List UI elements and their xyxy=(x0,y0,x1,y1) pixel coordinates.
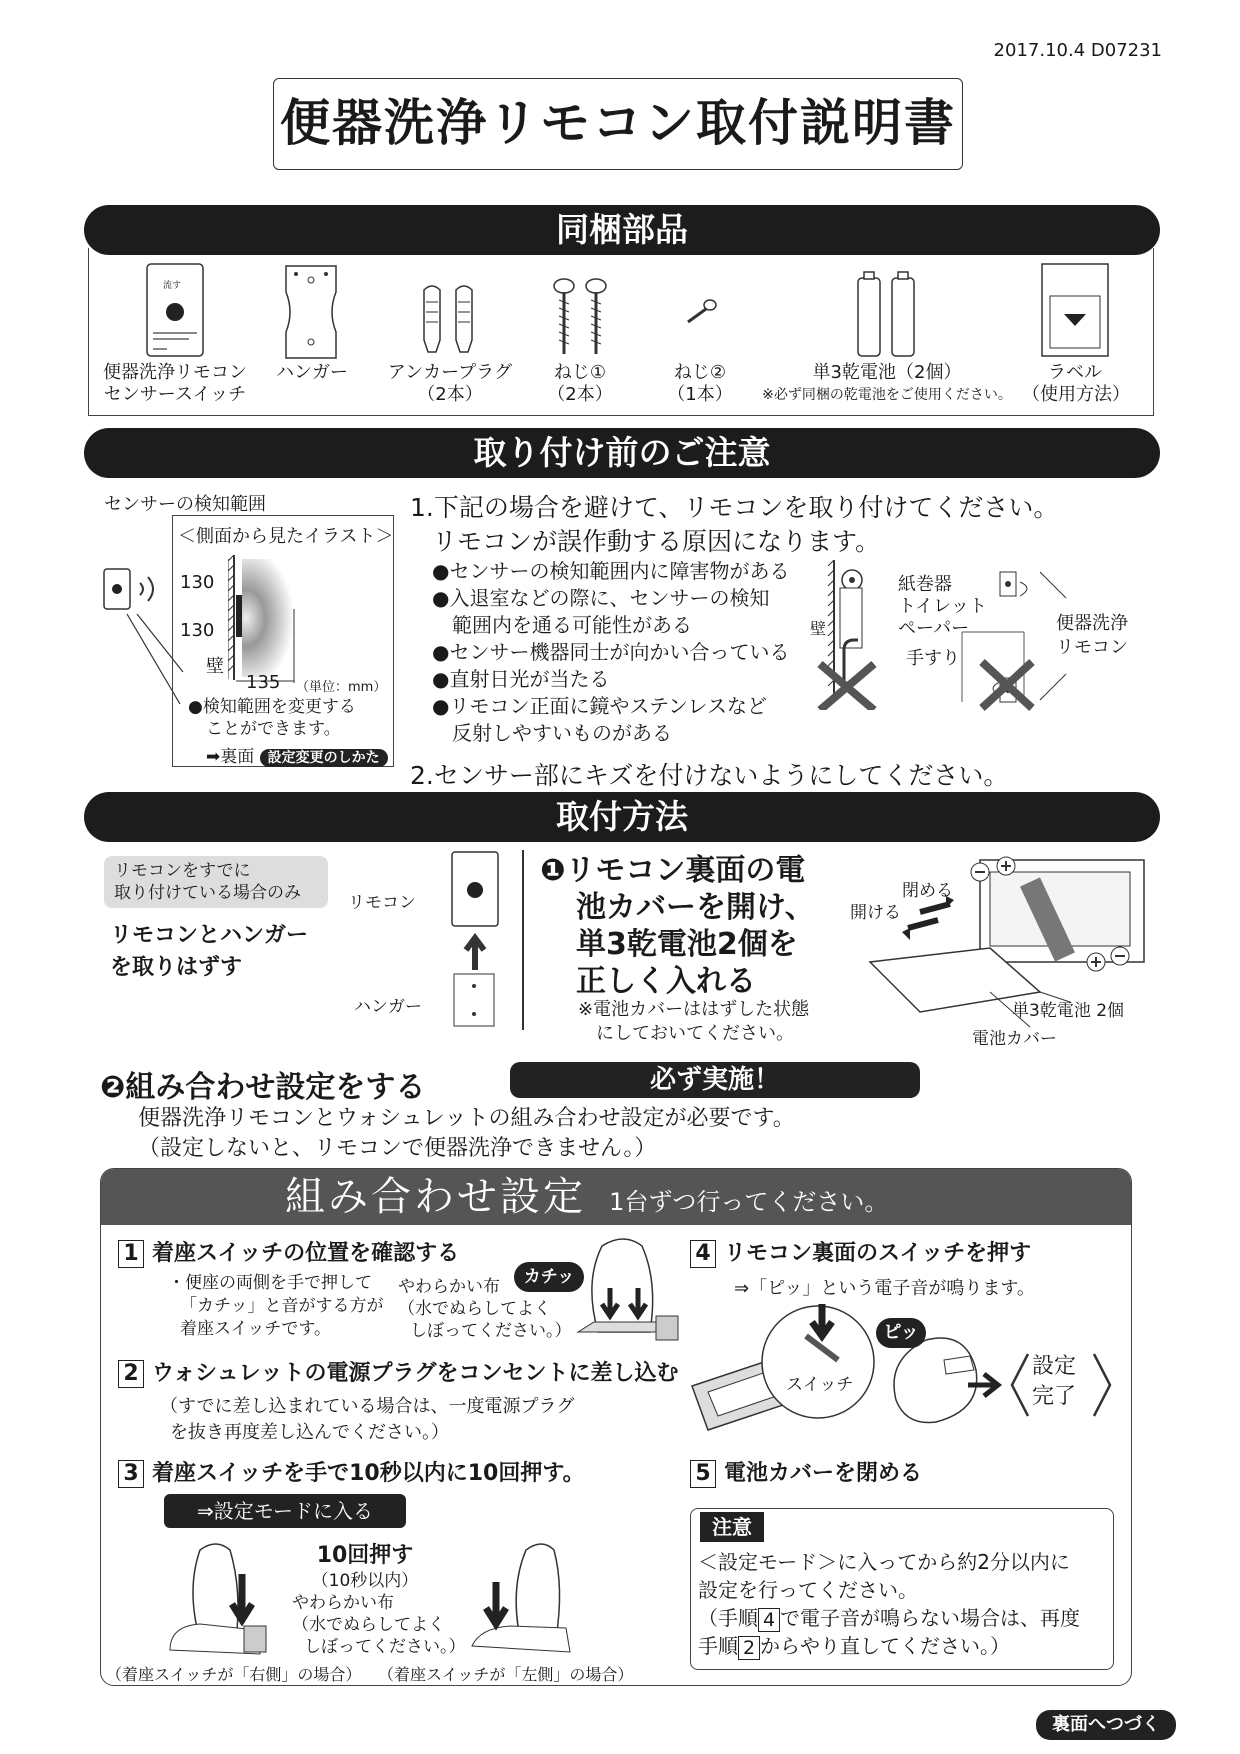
remove-instruction: リモコンとハンガー を取りはずす xyxy=(110,923,309,980)
caution-1: 1.下記の場合を避けて、リモコンを取り付けてください。 xyxy=(410,493,1059,522)
label-remote: リモコン xyxy=(348,893,416,913)
dim-130-upper: 130 xyxy=(180,572,215,593)
part-hanger: ハンガー xyxy=(276,362,348,383)
label-switch: スイッチ xyxy=(786,1375,854,1395)
list-item: ●入退室などの際に、センサーの検知 xyxy=(432,586,770,610)
detection-range-diagram xyxy=(228,555,348,685)
label-close: 閉める xyxy=(902,881,953,901)
hanger-image xyxy=(280,262,342,362)
title-frame xyxy=(273,78,963,170)
only-if-installed-note: リモコンをすでに 取り付けている場合のみ xyxy=(104,856,328,908)
pair-step-2-desc: （すでに差し込まれている場合は、一度電源プラグ を抜き再度差し込んでください。） xyxy=(160,1396,575,1443)
caution-1-sub: リモコンが誤作動する原因になります。 xyxy=(432,527,881,556)
screw-1-image xyxy=(550,276,612,360)
caution-2: 2.センサー部にキズを付けないようにしてください。 xyxy=(410,761,1009,790)
beep-bubble: ピッ xyxy=(876,1318,926,1348)
unit-label: （単位：mm） xyxy=(296,680,387,695)
label-handrail: 手すり xyxy=(906,648,960,669)
setup-mode-badge: ⇒設定モードに入る xyxy=(164,1494,406,1528)
bracket-right-icon xyxy=(1090,1352,1114,1418)
seat-switch-left-diagram xyxy=(460,1528,590,1658)
side-view-caption: ＜側面から見たイラスト＞ xyxy=(178,526,394,547)
dim-135: 135 xyxy=(246,672,281,693)
section-divider xyxy=(522,850,524,1030)
back-ref: ➡裏面 設定変更のしかた xyxy=(206,742,388,767)
remote-sensor-switch-image xyxy=(145,262,205,358)
bracket-left-icon xyxy=(1008,1352,1032,1418)
label-wall-2: 壁 xyxy=(810,619,827,638)
settings-change-badge: 設定変更のしかた xyxy=(260,749,388,767)
facing-sensors-diagram xyxy=(960,562,1070,712)
pair-step-1: 1 着座スイッチの位置を確認する xyxy=(118,1236,459,1268)
must-do-badge: 必ず実施！ xyxy=(510,1062,920,1098)
page-title: 便器洗浄リモコン取付説明書 xyxy=(280,94,956,152)
anchor-plug-image xyxy=(418,280,484,358)
label-hanger: ハンガー xyxy=(354,997,422,1017)
parts-header: 同梱部品 xyxy=(84,205,1160,255)
press-10-times: 10回押す xyxy=(316,1543,414,1568)
toilet-seat-click-diagram xyxy=(568,1232,688,1352)
pair-step-3: 3 着座スイッチを手で10秒以内に10回押す。 xyxy=(118,1456,585,1488)
caution-text: ＜設定モード＞に入ってから約2分以内に 設定を行ってください。 （手順 4 で電子音が鳴らない場合は、再度 手順 2 からやり直してください。） xyxy=(698,1550,1080,1659)
label-toilet-paper: トイレット ペーパー xyxy=(898,596,987,639)
continued-on-back: 裏面へつづく xyxy=(1036,1710,1176,1740)
document-code: 2017.10.4 D07231 xyxy=(993,40,1162,61)
part-screw-2: ねじ② （1本） xyxy=(667,362,733,405)
list-item: 範囲内を通る可能性がある xyxy=(432,613,692,637)
list-item: ●リモコン正面に鏡やステンレスなど xyxy=(432,694,767,718)
step-1-note: ※電池カバーははずした状態 にしておいてください。 xyxy=(578,999,810,1044)
label-open: 開ける xyxy=(850,903,901,923)
pairing-subtitle: 1台ずつ行ってください。 xyxy=(609,1188,889,1216)
pair-step-4: 4 リモコン裏面のスイッチを押す xyxy=(690,1236,1031,1268)
list-item: ●センサー機器同士が向かい合っている xyxy=(432,640,790,664)
soft-cloth-note-2: やわらかい布 （水でぬらしてよく しぼってください。） xyxy=(292,1593,466,1657)
label-aa-batteries: 単3乾電池 2個 xyxy=(1012,1001,1125,1021)
caution-bullets xyxy=(432,558,789,747)
setup-complete: 設定 完了 xyxy=(1032,1354,1077,1409)
arrow-right-icon xyxy=(966,1370,1006,1400)
seat-switch-left-caption: （着座スイッチが「左側」の場合） xyxy=(378,1665,634,1684)
label-flush-remote: 便器洗浄 リモコン xyxy=(1056,613,1128,658)
pair-step-2: 2 ウォシュレットの電源プラグをコンセントに差し込む xyxy=(118,1356,678,1388)
part-batteries: 単3乾電池（2個） ※必ず同梱の乾電池をご使用ください。 xyxy=(762,362,1012,403)
remote-label-text: 流す xyxy=(163,281,182,291)
list-item: ●直射日光が当たる xyxy=(432,667,610,691)
within-10-sec: （10秒以内） xyxy=(311,1571,419,1591)
label-paper-holder: 紙巻器 xyxy=(898,574,952,595)
sensor-range-title: センサーの検知範囲 xyxy=(104,494,266,515)
part-screw-1: ねじ① （2本） xyxy=(547,362,613,405)
label-battery-cover: 電池カバー xyxy=(972,1029,1057,1049)
click-bubble: カチッ xyxy=(514,1262,584,1292)
pair-step-4-desc: ⇒「ピッ」という電子音が鳴ります。 xyxy=(734,1278,1035,1299)
dim-130-lower: 130 xyxy=(180,620,215,641)
part-label: ラベル （使用方法） xyxy=(1022,362,1130,405)
install-header: 取付方法 xyxy=(84,792,1160,842)
range-change-note: ●検知範囲を変更する ことができます。 xyxy=(188,697,356,739)
seat-switch-right-caption: （着座スイッチが「右側」の場合） xyxy=(106,1665,362,1684)
step-2-title: ❷組み合わせ設定をする xyxy=(100,1070,426,1105)
part-anchor-plug: アンカープラグ （2本） xyxy=(387,362,513,405)
pairing-header xyxy=(101,1169,1131,1225)
soft-cloth-note-1: やわらかい布 （水でぬらしてよく しぼってください。） xyxy=(398,1277,572,1341)
list-item: 反射しやすいものがある xyxy=(432,721,672,745)
part-remote: 便器洗浄リモコン センサースイッチ xyxy=(103,362,247,405)
label-image xyxy=(1040,262,1110,358)
list-item: ●センサーの検知範囲内に障害物がある xyxy=(432,559,790,583)
screw-2-image xyxy=(684,298,718,326)
pairing-title: 組み合わせ設定 xyxy=(285,1174,586,1220)
seat-switch-right-diagram xyxy=(160,1530,280,1660)
step-2-desc: 便器洗浄リモコンとウォシュレットの組み合わせ設定が必要です。 （設定しないと、リモコンで便器洗浄できません。） xyxy=(138,1106,795,1161)
wall-label: 壁 xyxy=(206,656,224,677)
aa-batteries-image xyxy=(852,268,922,360)
caution-label: 注意 xyxy=(700,1512,764,1542)
step-1-title: ❶リモコン裏面の電 池カバーを開け、 単3乾電池2個を 正しく入れる xyxy=(540,853,815,999)
precautions-header: 取り付け前のご注意 xyxy=(84,428,1160,478)
pair-step-1-desc: ・便座の両側を手で押して 「カチッ」と音がする方が 着座スイッチです。 xyxy=(168,1273,384,1339)
pair-step-5: 5 電池カバーを閉める xyxy=(690,1456,922,1488)
remote-hanger-diagram xyxy=(440,850,510,1030)
sensor-remote-icon xyxy=(102,567,172,615)
